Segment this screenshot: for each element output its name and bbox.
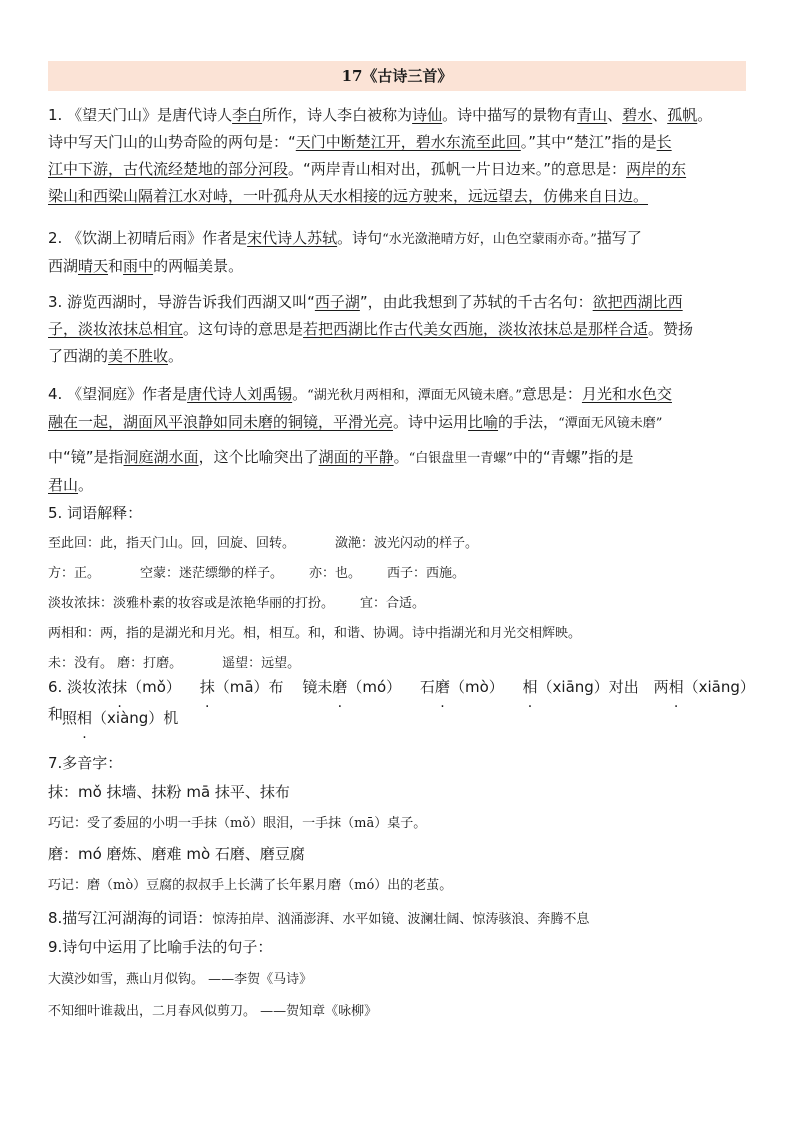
section-5-definitions [48, 529, 748, 679]
text: 8.描写江河湖海的词语： [48, 909, 213, 927]
answer-blank: 若把西湖比作古代美女西施，淡妆浓抹总是那样合适 [303, 320, 649, 338]
answer-blank: 欲把西湖比西 [592, 293, 683, 311]
poem-quote: “潭面无风镜未磨” [558, 416, 663, 431]
text: 。诗中运用 [393, 413, 469, 431]
text: 西湖 [48, 257, 79, 275]
mnemonic-1: 巧记：受了委屈的小明一手抹（mǒ）眼泪，一手抹（mā）桌子。 [48, 816, 427, 831]
definition: 西子：西施。 [387, 566, 466, 581]
text: 、 [607, 106, 623, 124]
definition: 淡妆浓抹：淡雅朴素的妆容或是浓艳华丽的打扮。 [48, 596, 335, 611]
text: 中“镜”是指 [48, 448, 124, 466]
section-6-continued [62, 705, 762, 732]
text: 。诗句 [337, 229, 383, 247]
answer-blank: 晴天 [78, 257, 109, 275]
section-8 [48, 905, 748, 933]
word-list: 惊涛拍岸、汹涌澎湃、水平如镜、波澜壮阔、惊涛骇浪、奔腾不息 [212, 912, 590, 927]
text: 。 [393, 448, 409, 466]
text: 所作，诗人李白被称为 [262, 106, 413, 124]
dotted-char: 相 [77, 709, 93, 727]
pinyin-item: 相（xiāng）对出 [522, 678, 639, 696]
answer-blank: 君山 [48, 476, 79, 494]
text: 诗中写天门山的山势奇险的两句是：“ [48, 133, 296, 151]
text: 。 [697, 106, 713, 124]
text: 。 [168, 347, 184, 365]
pinyin-item: 照相（xiàng）机 [62, 709, 179, 727]
text: 1. 《望天门山》是唐代诗人 [48, 106, 233, 124]
dotted-char: 磨 [332, 678, 348, 696]
definition: 潋滟：波光闪动的样子。 [335, 536, 479, 551]
answer-blank: 宋代诗人苏轼 [247, 229, 338, 247]
pinyin-item: 淡妆浓抹（mǒ） [67, 678, 181, 696]
polyphone-line-1: 抹：mǒ 抹墙、抹粉 mā 抹平、抹布 [48, 783, 290, 801]
pinyin-item: 两相（xiāng）和 [48, 678, 748, 723]
text: 中的“青螺”指的是 [512, 448, 634, 466]
section-4-continued [48, 444, 748, 499]
text: 。 [78, 476, 94, 494]
mnemonic-2: 巧记：磨（mò）豆腐的叔叔手上长满了长年累月磨（mó）出的老茧。 [48, 878, 453, 893]
answer-blank: 月光和水色交 [581, 385, 672, 403]
text: 。这句诗的意思是 [183, 320, 304, 338]
lesson-title: 17《古诗三首》 [48, 61, 746, 91]
answer-blank: 美不胜收 [108, 347, 169, 365]
answer-blank: 西子湖 [314, 293, 360, 311]
answer-blank: 诗仙 [412, 106, 443, 124]
text: 3. 游览西湖时，导游告诉我们西湖又叫“ [48, 293, 315, 311]
pinyin-item: 镜未磨（mó） [302, 678, 402, 696]
section-7-heading: 7.多音字： [48, 754, 123, 772]
definition: 方：正。 [48, 566, 101, 581]
text: ”，由此我想到了苏轼的千古名句： [359, 293, 593, 311]
section-2 [48, 225, 748, 280]
example-sentence-2: 不知细叶谁裁出，二月春风似剪刀。 ——贺知章《咏柳》 [48, 1004, 378, 1019]
answer-blank: 青山 [577, 106, 608, 124]
definition: 空蒙：迷茫缥缈的样子。 [140, 566, 284, 581]
answer-blank: 融在一起，湖面风平浪静如同未磨的铜镜，平滑光亮 [48, 413, 394, 431]
text: 的手法， [498, 413, 559, 431]
text: 。赞扬 [648, 320, 694, 338]
answer-blank: 洞庭湖水面 [123, 448, 199, 466]
answer-blank: 湖面的平静 [318, 448, 394, 466]
text: 4. 《望洞庭》作者是 [48, 385, 188, 403]
text: 6. [48, 678, 63, 696]
text: 意思是： [521, 385, 582, 403]
answer-blank: 子，淡妆浓抹总相宜 [48, 320, 184, 338]
definition: 亦：也。 [309, 566, 362, 581]
definition: 未：没有。 磨：打磨。 [48, 656, 183, 671]
text: 2. 《饮湖上初晴后雨》作者是 [48, 229, 248, 247]
pinyin-item: 石磨（mò） [419, 678, 504, 696]
answer-blank: 唐代诗人刘禹锡 [187, 385, 293, 403]
answer-blank: 雨中 [123, 257, 154, 275]
section-5-heading: 5. 词语解释： [48, 504, 143, 522]
poem-quote: “白银盘里一青螺” [408, 451, 513, 466]
dotted-char: 磨 [434, 678, 450, 696]
section-3 [48, 289, 748, 370]
answer-blank: 孤帆 [667, 106, 698, 124]
answer-blank: 碧水 [622, 106, 653, 124]
section-4 [48, 381, 748, 437]
text: 。 [292, 385, 308, 403]
polyphone-line-2: 磨：mó 磨炼、磨难 mò 石磨、磨豆腐 [48, 845, 305, 863]
text: 。”其中“楚江”指的是 [520, 133, 657, 151]
example-sentence-1: 大漠沙如雪，燕山月似钩。 ——李贺《马诗》 [48, 972, 313, 987]
dotted-char: 抹 [112, 678, 128, 696]
answer-blank: 比喻 [468, 413, 499, 431]
poem-quote: “湖光秋月两相和，潭面无风镜未磨。” [307, 388, 522, 403]
pinyin-item: 抹（mā）布 [199, 678, 284, 696]
definition: 至此回：此，指天门山。回，回旋、回转。 [48, 536, 296, 551]
text: 描写了 [596, 229, 642, 247]
text: ，这个比喻突出了 [198, 448, 319, 466]
answer-blank: 梁山和西梁山隔着江水对峙，一叶孤舟从天水相接的远方驶来，远远望去，仿佛来自日边。 [48, 187, 649, 205]
section-1 [48, 102, 748, 210]
text: 的两幅美景。 [153, 257, 244, 275]
text: 。诗中描写的景物有 [442, 106, 578, 124]
answer-blank: 李白 [232, 106, 263, 124]
dotted-char: 相 [522, 678, 538, 696]
text: 了西湖的 [48, 347, 109, 365]
answer-blank: 两岸的东 [626, 160, 687, 178]
section-9-heading: 9.诗句中运用了比喻手法的句子： [48, 938, 273, 956]
text: 。“两岸青山相对出，孤帆一片日边来。”的意思是： [288, 160, 627, 178]
definition: 遥望：远望。 [222, 656, 301, 671]
definition: 两相和：两，指的是湖光和月光。相，相互。和，和谐、协调。诗中指湖光和月光交相辉映。 [48, 626, 582, 641]
answer-blank: 江中下游，古代流经楚地的部分河段 [48, 160, 289, 178]
definition: 宜：合适。 [360, 596, 426, 611]
answer-blank: 长 [656, 133, 672, 151]
text: 和 [108, 257, 124, 275]
dotted-char: 相 [668, 678, 684, 696]
text: 、 [652, 106, 668, 124]
dotted-char: 抹 [199, 678, 215, 696]
answer-blank: 天门中断楚江开，碧水东流至此回 [295, 133, 521, 151]
poem-quote: “水光潋滟晴方好，山色空蒙雨亦奇。” [382, 232, 597, 247]
